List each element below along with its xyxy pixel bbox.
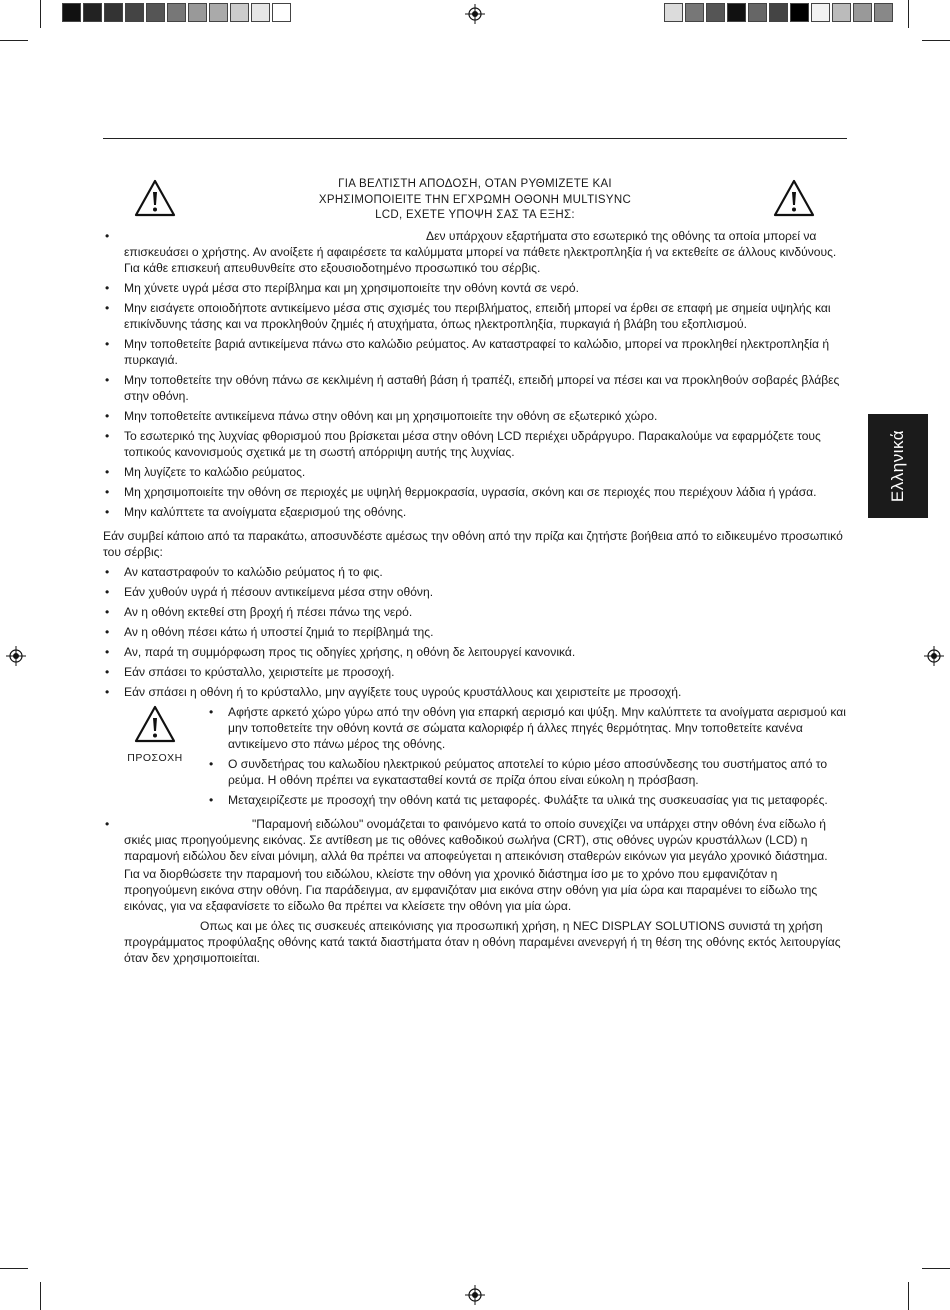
warning-title-line: ΧΡΗΣΙΜΟΠΟΙΕΙΤΕ ΤΗΝ ΕΓΧΡΩΜΗ ΟΘΟΝΗ MULTISYNC bbox=[318, 193, 632, 206]
unplug-intro: Εάν συμβεί κάποιο από τα παρακάτω, αποσυνδέστε αμέσως την οθόνη από την πρίζα και ζητήστε βοήθεια από το ειδικευμένο προσωπικό του σέρβις: bbox=[103, 529, 843, 559]
crop-mark bbox=[40, 0, 41, 28]
warning-title-line: ΓΙΑ ΒΕΛΤΙΣΤΗ ΑΠΟΔΟΣΗ, ΟΤΑΝ ΡΥΘΜΙΖΕΤΕ ΚΑΙ bbox=[338, 178, 612, 190]
list-item: • Εάν σπάσει η οθόνη ή το κρύσταλλο, μην αγγίξετε τους υγρούς κρυστάλλους και χειριστείτε με προσοχή. bbox=[103, 684, 848, 700]
header-rule bbox=[103, 138, 847, 139]
color-swatch bbox=[209, 3, 228, 22]
list-item: • Αν η οθόνη πέσει κάτω ή υποστεί ζημιά το περίβλημά της. bbox=[103, 624, 848, 640]
list-item: • Αν, παρά τη συμμόρφωση προς τις οδηγίες χρήσης, η οθόνη δε λειτουργεί κανονικά. bbox=[103, 644, 848, 660]
color-swatch bbox=[104, 3, 123, 22]
list-item: • Δεν υπάρχουν εξαρτήματα στο εσωτερικό της οθόνης τα οποία μπορεί να επισκευάσει ο χρήστης. Αν ανοίξετε ή αφαιρέσετε τα καλύμματα μπορεί να πάθετε ηλεκτροπληξία ή να εκτεθείτε σε άλλους κινδύνους. Για κάθε επισκευή απευθυνθείτε στο εξουσιοδοτημένο προσωπικό του σέρβις. bbox=[103, 228, 848, 276]
language-tab-label: Ελληνικά bbox=[888, 429, 907, 503]
list-item: • Μη λυγίζετε το καλώδιο ρεύματος. bbox=[103, 464, 848, 480]
list-item: • "Παραμονή ειδώλου" ονομάζεται το φαινόμενο κατά το οποίο συνεχίζει να υπάρχει στην οθόνη ένα είδωλο ή σκιές μιας προηγούμενης εικόνας. Σε αντίθεση με τις οθόνες καθοδικού σωλήνα (CRT), στις οθόνες υγρών κρυστάλλων (LCD) η παραμονή ειδώλου δεν είναι μόνιμη, αλλά θα πρέπει να αποφεύγεται η απεικόνιση σταθερών εικόνων για μεγάλο χρονικό διάστημα. bbox=[103, 816, 848, 864]
color-swatch bbox=[748, 3, 767, 22]
list-item: • Αφήστε αρκετό χώρο γύρω από την οθόνη για επαρκή αερισμό και ψύξη. Μην καλύπτετε τα ανοίγματα αερισμού και μην τοποθετείτε την οθόνη κοντά σε σώματα καλοριφέρ ή άλλες πηγές θερμότητας. Μην τοποθετείτε κανένα αντικείμενο στο πάνω μέρος της οθόνης. bbox=[207, 704, 848, 752]
crop-mark bbox=[922, 1268, 950, 1269]
color-swatch bbox=[188, 3, 207, 22]
color-swatch bbox=[230, 3, 249, 22]
image-persistence-fix: Για να διορθώσετε την παραμονή του ειδώλου, κλείστε την οθόνη για χρονικό διάστημα ίσο με το χρόνο που εμφανιζόταν η προηγούμενη εικόνα στην οθόνη. Για παράδειγμα, αν εμφανιζόταν μια εικόνα στην οθόνη για μία ώρα και παραμένει το είδωλο της εικόνας, για να εξαφανίσετε το είδωλο θα πρέπει να κλείσετε την οθόνη για μία ώρα. bbox=[124, 867, 818, 913]
crop-mark bbox=[40, 1282, 41, 1310]
color-swatch bbox=[706, 3, 725, 22]
color-swatch bbox=[146, 3, 165, 22]
image-persistence-note: Οπως και με όλες τις συσκευές απεικόνισης για προσωπική χρήση, η NEC DISPLAY SOLUTIONS συνιστά τη χρήση προγράμματος προφύλαξης οθόνης κατά τακτά διαστήματα όταν η οθόνη παραμένει ανενεργή ή τη θέση της οθόνης εκτός λειτουργίας όταν δεν χρησιμοποιείται. bbox=[124, 919, 841, 965]
list-item: • Εάν χυθούν υγρά ή πέσουν αντικείμενα μέσα στην οθόνη. bbox=[103, 584, 848, 600]
list-item: • Το εσωτερικό της λυχνίας φθορισμού που βρίσκεται μέσα στην οθόνη LCD περιέχει υδράργυρο. Παρακαλούμε να εφαρμόζετε τους τοπικούς κανονισμούς σχετικά με τη σωστή απόρριψη αυτής της λυχνίας. bbox=[103, 428, 848, 460]
list-item: • Ο συνδετήρας του καλωδίου ηλεκτρικού ρεύματος αποτελεί το κύριο μέσο αποσύνδεσης του συστήματος από το ρεύμα. Η οθόνη πρέπει να εγκατασταθεί κοντά σε πρίζα όπου είναι εύκολη η πρόσβαση. bbox=[207, 756, 848, 788]
image-persistence-list bbox=[103, 816, 848, 864]
caution-label: ΠΡΟΣΟΧΗ bbox=[127, 752, 183, 764]
list-item: • Μη χύνετε υγρά μέσα στο περίβλημα και μη χρησιμοποιείτε την οθόνη κοντά σε νερό. bbox=[103, 280, 848, 296]
color-bar-left bbox=[62, 3, 293, 22]
list-item: • Αν η οθόνη εκτεθεί στη βροχή ή πέσει πάνω της νερό. bbox=[103, 604, 848, 620]
list-item: • Μεταχειρίζεστε με προσοχή την οθόνη κατά τις μεταφορές. Φυλάξτε τα υλικά της συσκευασίας για τις μεταφορές. bbox=[207, 792, 848, 808]
warning-title bbox=[250, 177, 700, 224]
color-swatch bbox=[769, 3, 788, 22]
crop-mark bbox=[0, 40, 28, 41]
crop-mark bbox=[908, 1282, 909, 1310]
list-item: • Μην τοποθετείτε την οθόνη πάνω σε κεκλιμένη ή ασταθή βάση ή τραπέζι, επειδή μπορεί να πέσει και να προκληθούν σοβαρές βλάβες στην οθόνη. bbox=[103, 372, 848, 404]
list-item: • Μη χρησιμοποιείτε την οθόνη σε περιοχές με υψηλή θερμοκρασία, υγρασία, σκόνη και σε περιοχές που περιέχουν λάδια ή γράσα. bbox=[103, 484, 848, 500]
list-item: • Μην τοποθετείτε αντικείμενα πάνω στην οθόνη και μη χρησιμοποιείτε την οθόνη σε εξωτερικό χώρο. bbox=[103, 408, 848, 424]
registration-mark-icon bbox=[924, 646, 944, 666]
color-swatch bbox=[832, 3, 851, 22]
list-item: • Εάν σπάσει το κρύσταλλο, χειριστείτε με προσοχή. bbox=[103, 664, 848, 680]
color-swatch bbox=[272, 3, 291, 22]
color-bar-right bbox=[664, 3, 895, 22]
color-swatch bbox=[83, 3, 102, 22]
list-item: • Μην καλύπτετε τα ανοίγματα εξαερισμού της οθόνης. bbox=[103, 504, 848, 520]
color-swatch bbox=[853, 3, 872, 22]
crop-mark bbox=[0, 1268, 28, 1269]
warning-title-line: LCD, ΕΧΕΤΕ ΥΠΟΨΗ ΣΑΣ ΤΑ ΕΞΗΣ: bbox=[375, 209, 575, 221]
registration-mark-icon bbox=[465, 4, 485, 24]
color-swatch bbox=[664, 3, 683, 22]
color-swatch bbox=[685, 3, 704, 22]
list-item: • Μην τοποθετείτε βαριά αντικείμενα πάνω στο καλώδιο ρεύματος. Αν καταστραφεί το καλώδιο, μπορεί να προκληθεί ηλεκτροπληξία ή πυρκαγιά. bbox=[103, 336, 848, 368]
document-body bbox=[103, 228, 848, 970]
unplug-list bbox=[103, 564, 848, 700]
registration-mark-icon bbox=[6, 646, 26, 666]
list-item: • Μην εισάγετε οποιοδήποτε αντικείμενο μέσα στις σχισμές του περιβλήματος, επειδή μπορεί να έρθει σε επαφή με σημεία υψηλής και επικίνδυνης τάσης και να προκληθούν ζημιές ή ατυχήματα, όπως ηλεκτροπληξία, πυρκαγιά ή βλάβη του εξοπλισμού. bbox=[103, 300, 848, 332]
caution-list bbox=[207, 704, 848, 812]
color-swatch bbox=[811, 3, 830, 22]
color-swatch bbox=[874, 3, 893, 22]
registration-mark-icon bbox=[465, 1285, 485, 1305]
color-swatch bbox=[125, 3, 144, 22]
warning-triangle-icon bbox=[772, 178, 816, 218]
caution-block bbox=[103, 704, 848, 812]
warning-triangle-icon bbox=[133, 704, 177, 744]
warning-triangle-icon bbox=[133, 178, 177, 218]
color-swatch bbox=[167, 3, 186, 22]
color-swatch bbox=[727, 3, 746, 22]
color-swatch bbox=[251, 3, 270, 22]
caution-marker bbox=[103, 704, 207, 812]
color-swatch bbox=[790, 3, 809, 22]
crop-mark bbox=[908, 0, 909, 28]
color-swatch bbox=[62, 3, 81, 22]
language-side-tab bbox=[868, 414, 928, 518]
list-item: • Αν καταστραφούν το καλώδιο ρεύματος ή το φις. bbox=[103, 564, 848, 580]
safety-list bbox=[103, 228, 848, 520]
crop-mark bbox=[922, 40, 950, 41]
